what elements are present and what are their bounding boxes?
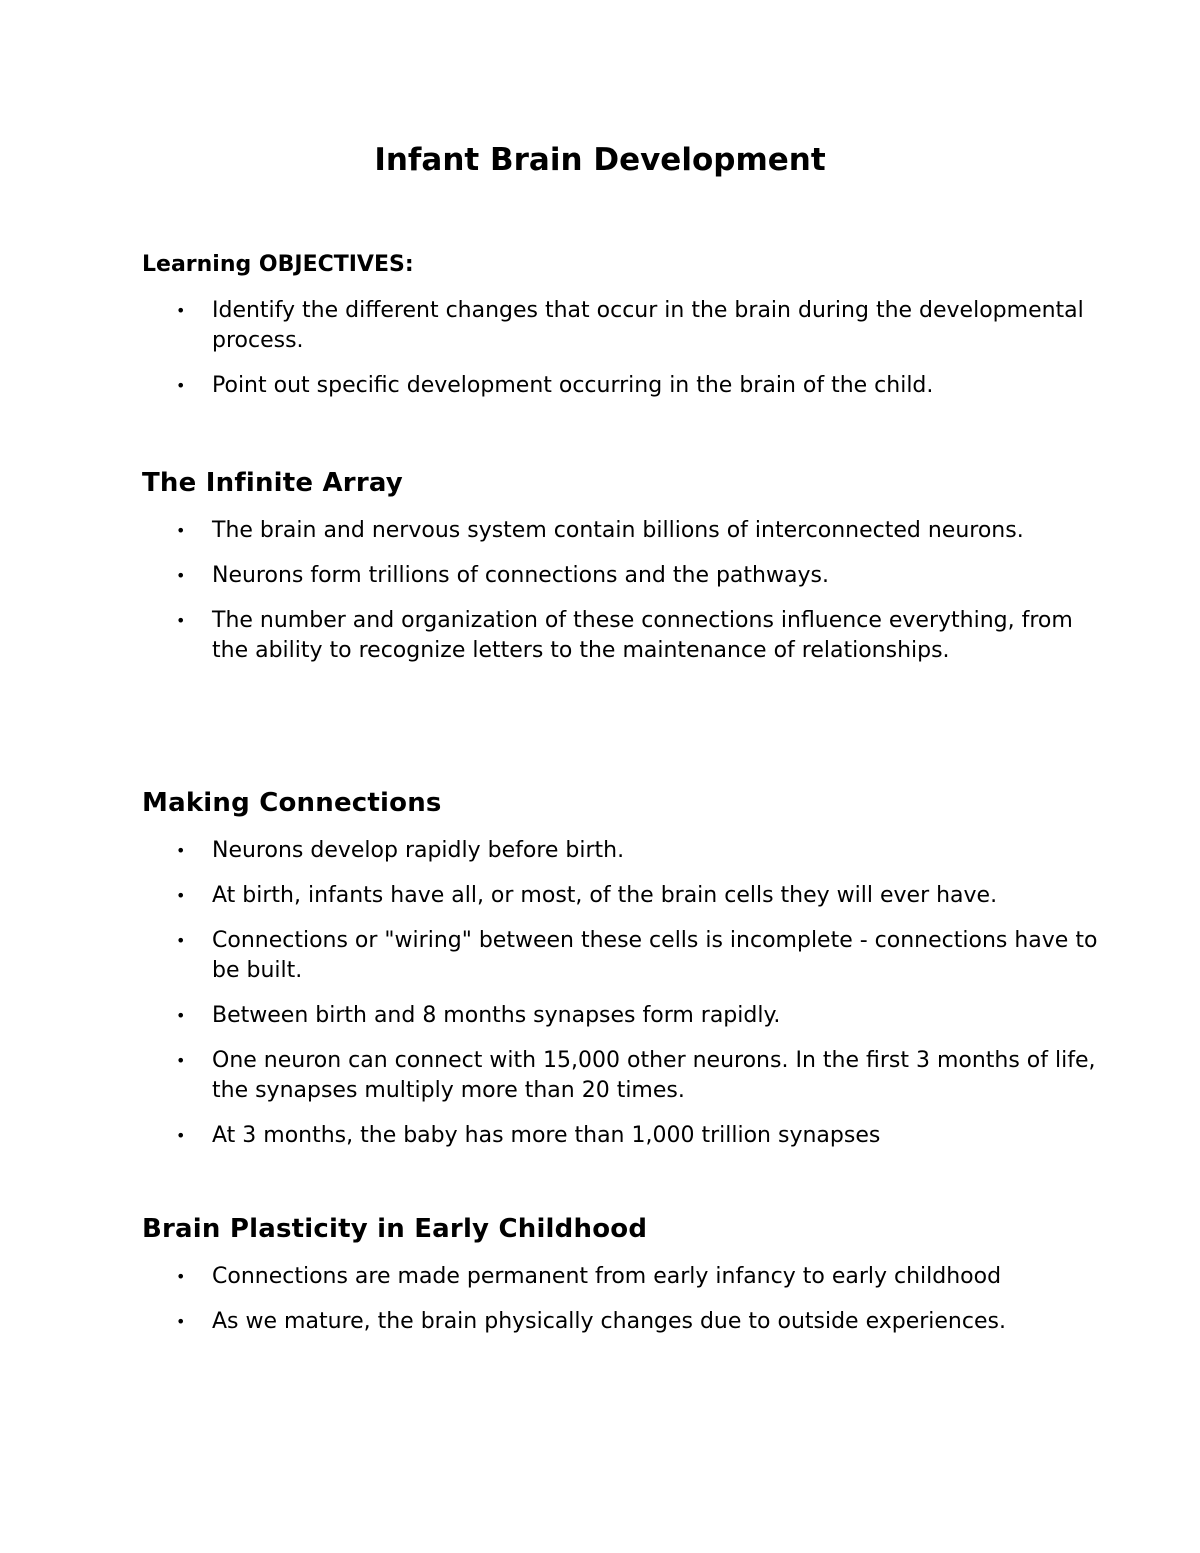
objectives-heading: Learning OBJECTIVES: bbox=[142, 252, 414, 277]
list-item-text: The brain and nervous system contain billions of interconnected neurons. bbox=[212, 518, 1024, 543]
list-item-text: Point out specific development occurring in the brain of the child. bbox=[212, 373, 934, 398]
list-item-text: At birth, infants have all, or most, of the brain cells they will ever have. bbox=[212, 883, 998, 908]
list-item-text: One neuron can connect with 15,000 other neurons. In the first 3 months of life, the synapses multiply more than 20 times. bbox=[212, 1048, 1096, 1103]
list-item bbox=[142, 606, 1102, 666]
bullet-icon: • bbox=[176, 1006, 186, 1025]
bullet-icon: • bbox=[176, 886, 186, 905]
bullet-icon: • bbox=[176, 611, 186, 630]
bullet-icon: • bbox=[176, 566, 186, 585]
list-item bbox=[142, 1121, 1102, 1151]
list-item bbox=[142, 881, 1102, 911]
list-item-text: Connections or "wiring" between these cells is incomplete - connections have to be built. bbox=[212, 928, 1098, 983]
bullet-icon: • bbox=[176, 931, 186, 950]
bullet-icon: • bbox=[176, 301, 186, 320]
bullet-icon: • bbox=[176, 841, 186, 860]
list-item bbox=[142, 1046, 1102, 1106]
list-item-text: Neurons form trillions of connections and the pathways. bbox=[212, 563, 829, 588]
document-title: Infant Brain Development bbox=[374, 142, 826, 178]
list-item bbox=[142, 1262, 1102, 1292]
list-item-text: At 3 months, the baby has more than 1,000 trillion synapses bbox=[212, 1123, 881, 1148]
list-item bbox=[142, 1307, 1102, 1337]
list-item bbox=[142, 371, 1102, 401]
bullet-icon: • bbox=[176, 1312, 186, 1331]
section-heading-brain-plasticity: Brain Plasticity in Early Childhood bbox=[142, 1214, 648, 1244]
bullet-icon: • bbox=[176, 521, 186, 540]
section-heading-making-connections: Making Connections bbox=[142, 788, 442, 818]
bullet-icon: • bbox=[176, 376, 186, 395]
objectives-list bbox=[142, 296, 1102, 401]
infinite-array-list bbox=[142, 516, 1102, 666]
bullet-icon: • bbox=[176, 1126, 186, 1145]
bullet-icon: • bbox=[176, 1267, 186, 1286]
making-connections-list bbox=[142, 836, 1102, 1151]
brain-plasticity-list bbox=[142, 1262, 1102, 1337]
list-item-text: Neurons develop rapidly before birth. bbox=[212, 838, 625, 863]
bullet-icon: • bbox=[176, 1051, 186, 1070]
list-item-text: The number and organization of these connections influence everything, from the ability to recognize letters to the maintenance of relationships. bbox=[212, 608, 1073, 663]
list-item-text: As we mature, the brain physically changes due to outside experiences. bbox=[212, 1309, 1006, 1334]
list-item bbox=[142, 296, 1102, 356]
list-item-text: Between birth and 8 months synapses form rapidly. bbox=[212, 1003, 781, 1028]
list-item bbox=[142, 1001, 1102, 1031]
list-item bbox=[142, 836, 1102, 866]
list-item bbox=[142, 516, 1102, 546]
section-heading-infinite-array: The Infinite Array bbox=[142, 468, 403, 498]
list-item-text: Connections are made permanent from early infancy to early childhood bbox=[212, 1264, 1002, 1289]
list-item-text: Identify the different changes that occur in the brain during the developmental process. bbox=[212, 298, 1084, 353]
list-item bbox=[142, 561, 1102, 591]
list-item bbox=[142, 926, 1102, 986]
